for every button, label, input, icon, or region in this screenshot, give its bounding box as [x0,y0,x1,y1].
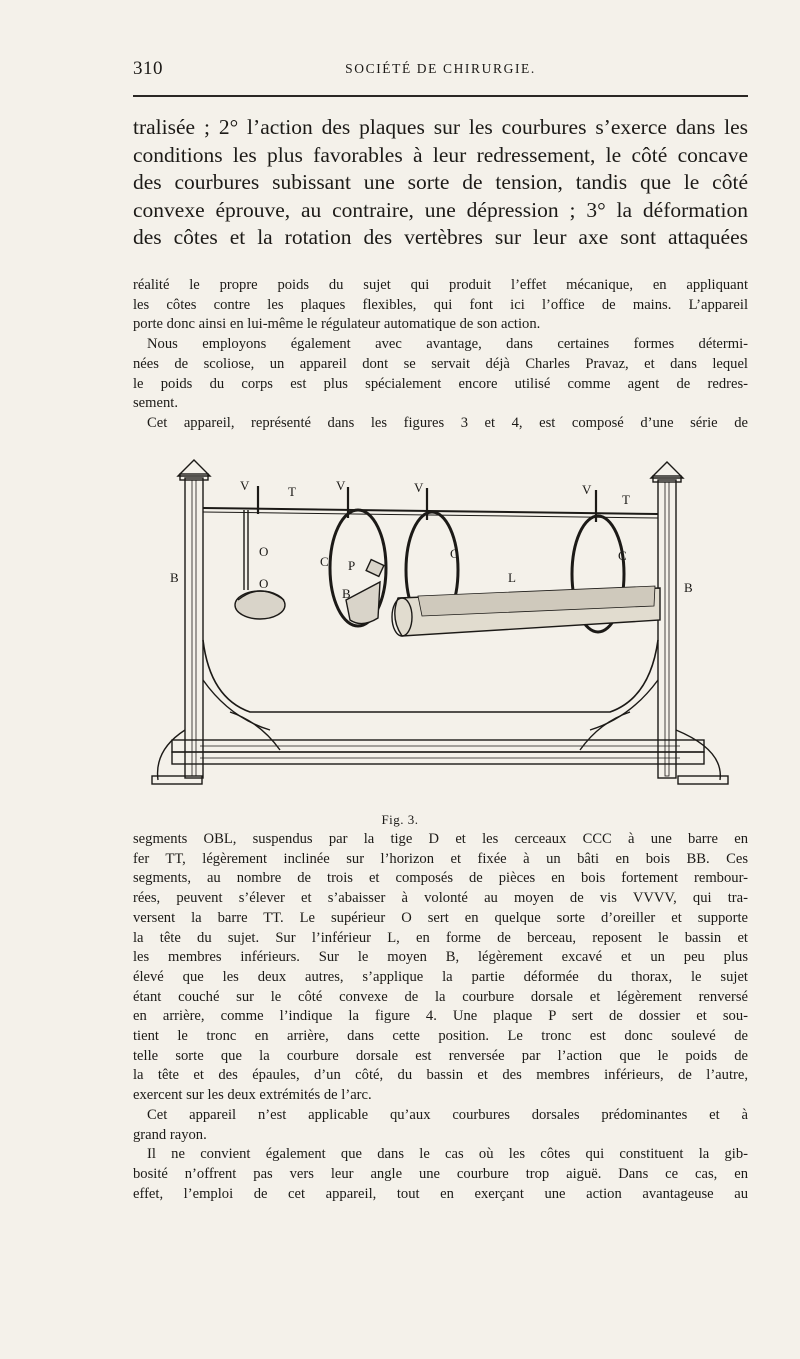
figure-label-t: T [622,492,630,507]
text-line: convexe éprouve, au contraire, une dépression ; 3° la déformation [133,197,748,222]
text-line: élevé que les deux autres, s’applique la partie déformée du thorax, le sujet [133,968,748,985]
figure-label-c: C [320,554,329,569]
page-header [133,58,748,84]
figure-label-t: T [288,484,296,499]
figure-label-b: B [170,570,179,585]
figure-label-p: P [348,558,356,573]
figure-label-v: V [336,478,346,493]
figure-label-o: O [259,544,269,559]
lower-text-block [133,830,748,1204]
text-line: tient le tronc en arrière, dans cette position. Le tronc est donc soulevé de [133,1028,748,1045]
text-line: en arrière, comme l’indique la figure 4. Une plaque P sert de dossier et sou- [133,1008,748,1025]
header-rule [133,95,748,97]
text-line: Nous employons également avec avantage, dans certaines formes détermi- [147,336,748,353]
text-line: Il ne convient également que dans le cas où les côtes qui constituent la gib- [147,1146,748,1163]
text-line: effet, l’emploi de cet appareil, tout en exerçant une action avantageuse au [133,1185,748,1202]
figure-label-v: V [414,480,424,495]
figure-label-b: B [342,586,351,601]
text-line: rées, peuvent s’élever et s’abaisser à volonté au moyen de vis VVVV, qui tra- [133,890,748,907]
text-line: les membres inférieurs. Sur le moyen B, légèrement excavé et un peu plus [133,949,748,966]
figure-label-o: O [259,576,269,591]
figure-label-v: V [240,478,250,493]
text-line: bosité n’offrent pas vers leur angle une courbure trop aiguë. Dans ce cas, en [133,1165,748,1182]
figure-caption: Fig. 3. [381,812,419,827]
text-line: les côtes contre les plaques flexibles, qui font ici l’office de mains. L’appareil [133,296,748,313]
text-line: exercent sur les deux extrémités de l’arc. [133,1087,372,1104]
text-line: des courbures subissant une sorte de tension, tandis que le côté [133,170,748,195]
figure-label-c: C [450,546,459,561]
figure-label-l: L [508,570,516,585]
text-line: telle sorte que la courbure dorsale est renversée par l’action que le poids de [133,1047,748,1064]
text-line: Cet appareil n’est applicable qu’aux courbures dorsales prédominantes et à [147,1106,748,1123]
text-line: réalité le propre poids du sujet qui produit l’effet mécanique, en appliquant [133,277,748,293]
text-line: sement. [133,395,178,412]
text-line: versent la barre TT. Le supérieur O sert en quelque sorte d’oreiller et supporte [133,909,748,926]
figure-label-b: B [684,580,693,595]
page-number: 310 [133,58,163,79]
upper-text-block [133,276,748,434]
text-line: Cet appareil, représenté dans les figures 3 et 4, est composé d’une série de [147,414,748,431]
text-line: le poids du corps est plus spécialement encore utilisé comme agent de redres- [133,375,748,392]
text-line: segments OBL, suspendus par la tige D et les cerceaux CCC à une barre en [133,831,748,847]
figure-label-c: C [618,548,627,563]
text-line: grand rayon. [133,1126,207,1143]
text-line: segments, au nombre de trois et composés de pièces en bois fortement rembour- [133,870,748,887]
figure-label-v: V [582,482,592,497]
text-line: étant couché sur le côté convexe de la courbure dorsale et légèrement renversé [133,988,748,1005]
text-line: nées de scoliose, un appareil dont se servait déjà Charles Pravaz, et dans lequel [133,355,748,372]
intro-paragraph [133,114,748,252]
running-head: SOCIÉTÉ DE CHIRURGIE. [345,61,536,76]
text-line: porte donc ainsi en lui-même le régulateur automatique de son action. [133,316,541,333]
text-line: conditions les plus favorables à leur redressement, le côté concave [133,142,748,167]
text-line: tralisée ; 2° l’action des plaques sur les courbures s’exerce dans les [133,115,748,139]
text-line: la tête du sujet. Sur l’inférieur L, en forme de berceau, reposent le bassin et [133,929,748,946]
text-line: fer TT, légèrement inclinée sur l’horizon et fixée à un bâti en bois BB. Ces [133,850,748,867]
text-line: la tête et des épaules, d’un côté, du bassin et des membres inférieurs, de l’autre, [133,1067,748,1084]
figure-3-apparatus [140,450,740,810]
text-line: des côtes et la rotation des vertèbres sur leur axe sont attaquées [133,225,748,250]
apparatus-illustration [140,450,740,810]
